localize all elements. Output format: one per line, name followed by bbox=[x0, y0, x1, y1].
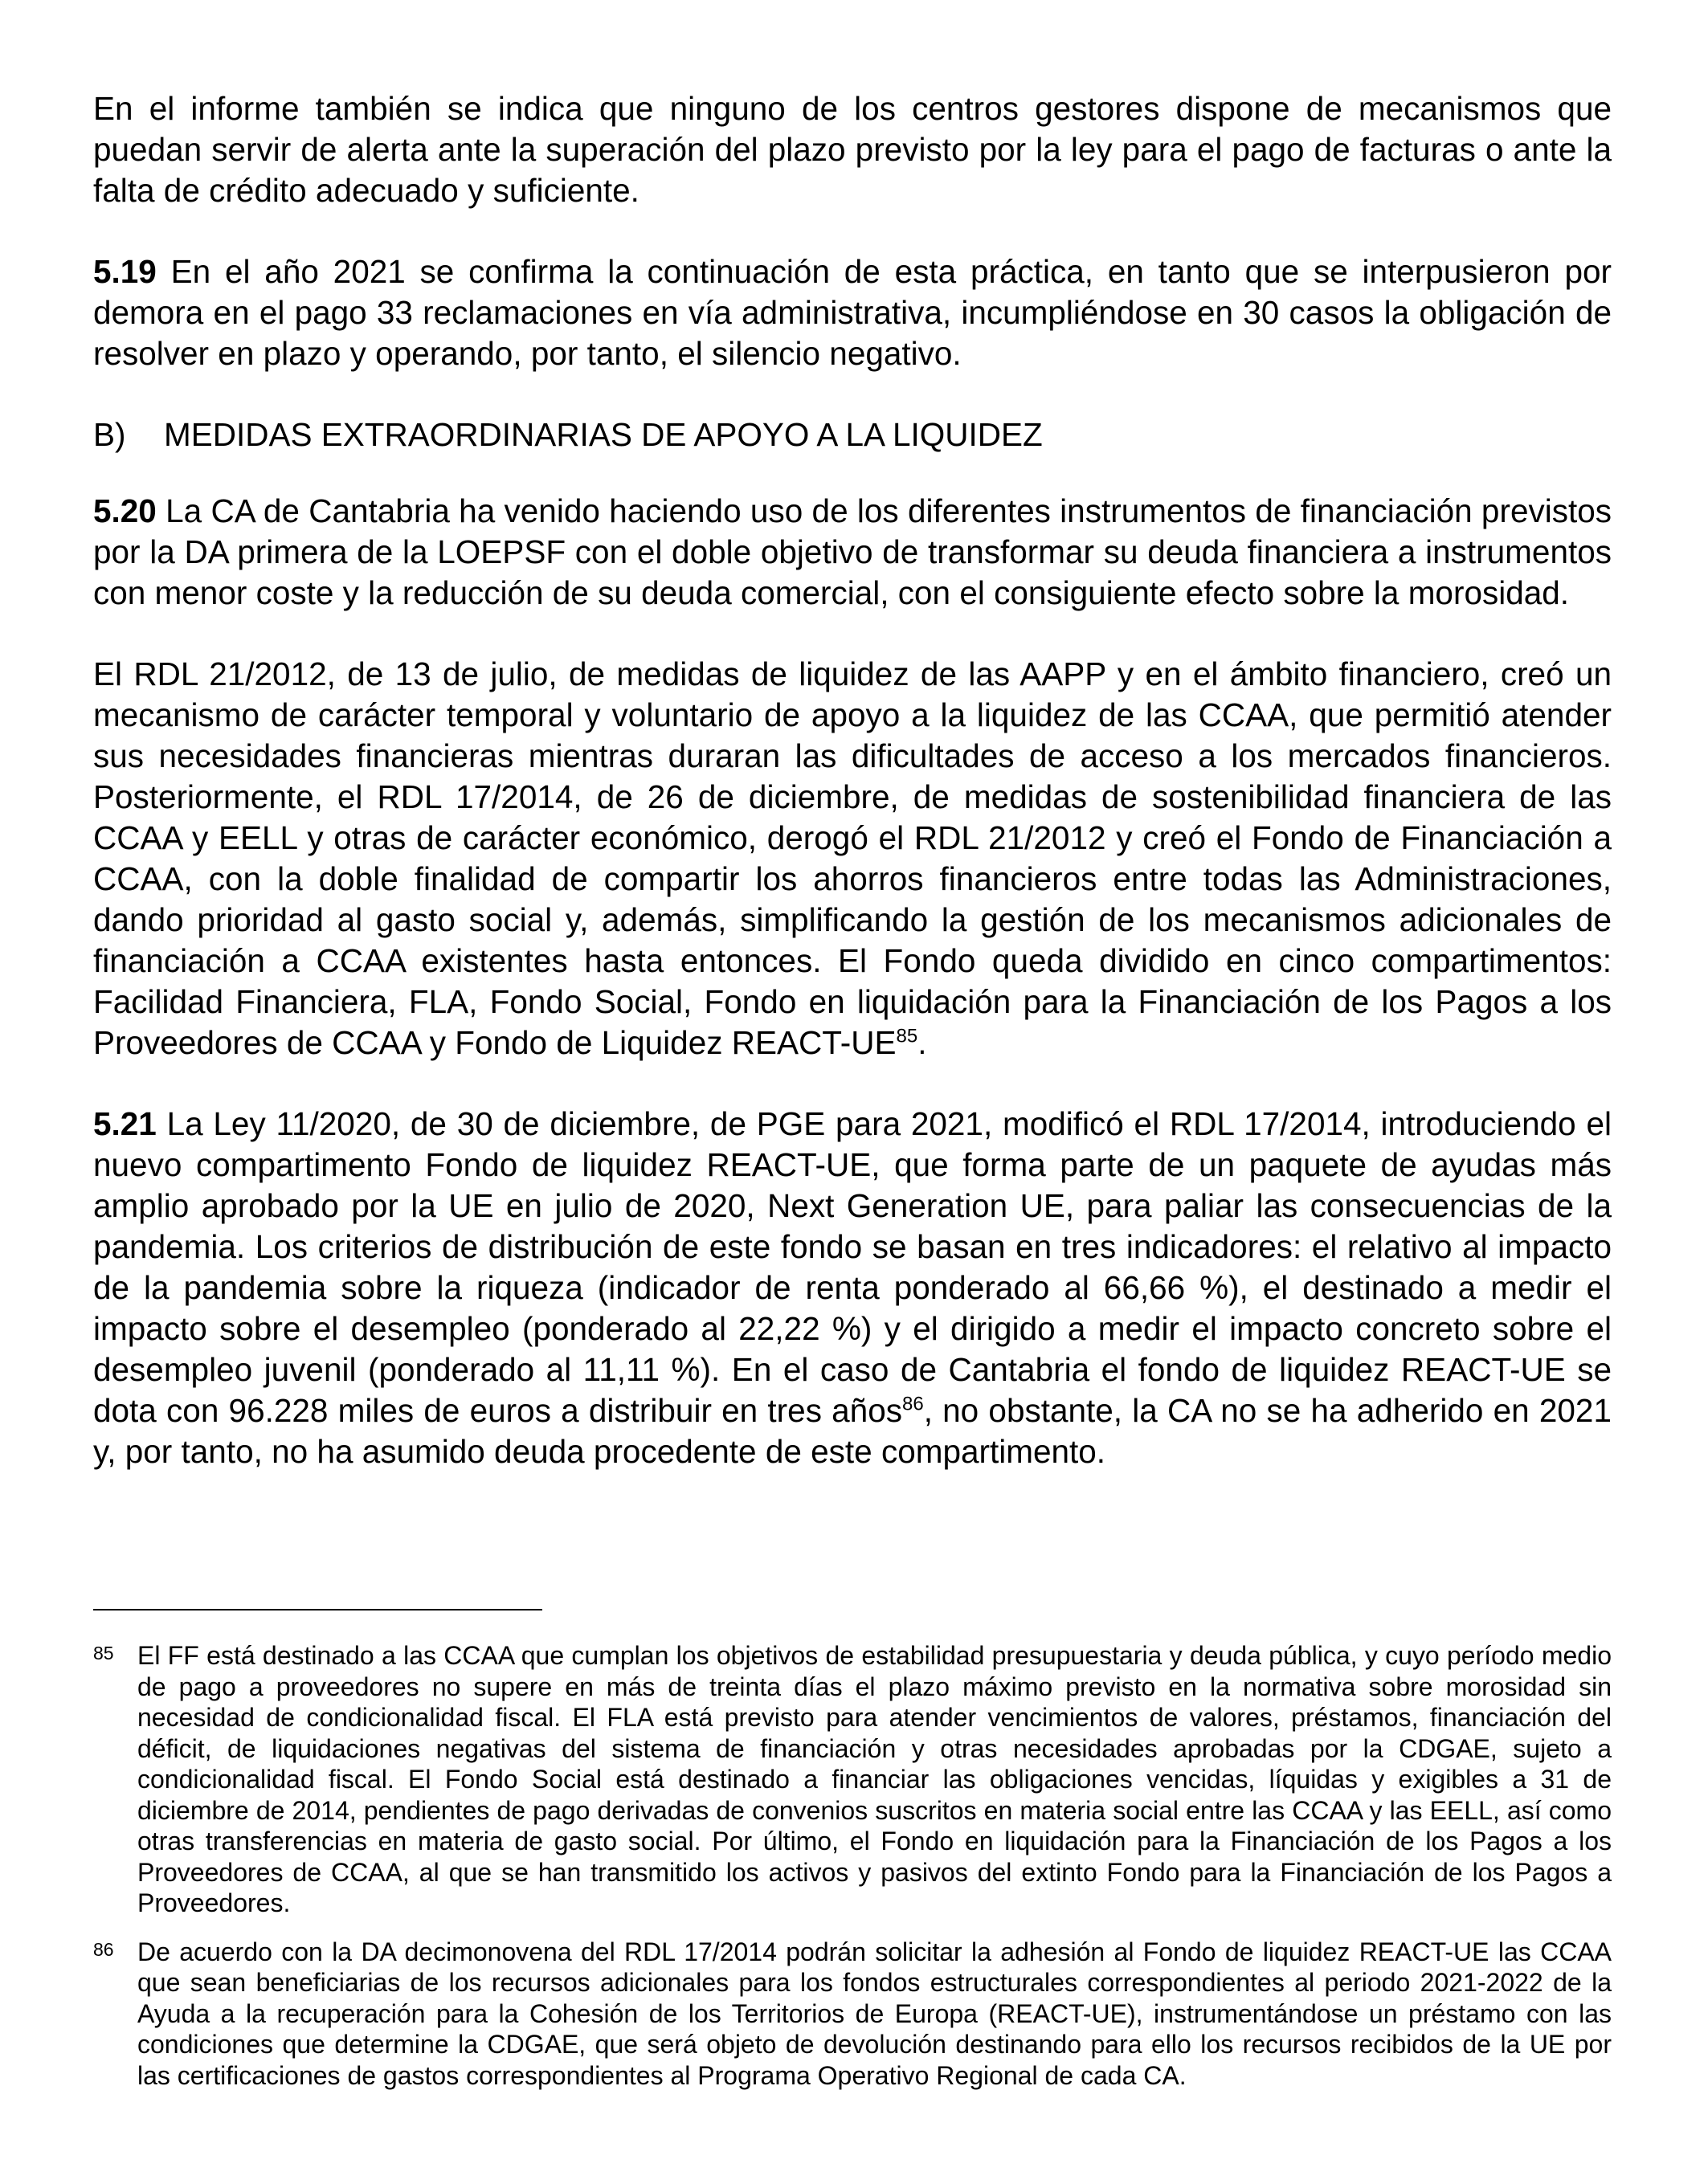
footnotes bbox=[93, 1640, 1612, 2108]
footnote-separator bbox=[93, 1609, 542, 1610]
paragraph-rdl-end: . bbox=[917, 1024, 927, 1061]
paragraph-5-20-text: La CA de Cantabria ha venido haciendo uso de los diferentes instrumentos de financiación previstos por la DA primera de la LOEPSF con el doble objetivo de transformar su deuda financiera a instrumentos con menor coste y la reducción de su deuda comercial, con el consiguiente efecto sobre la morosidad. bbox=[93, 492, 1612, 611]
heading-title: MEDIDAS EXTRAORDINARIAS DE APOYO A LA LIQUIDEZ bbox=[164, 416, 1043, 453]
footnote-85 bbox=[93, 1640, 1612, 1919]
footnote-text: De acuerdo con la DA decimonovena del RDL 17/2014 podrán solicitar la adhesión al Fondo de liquidez REACT-UE las CCAA que sean beneficiarias de los recursos adicionales para los fondos estructurales correspondientes al periodo 2021-2022 de la Ayuda a la recuperación para la Cohesión de los Territorios de Europa (REACT-UE), instrumentándose un préstamo con las condiciones que determine la CDGAE, que será objeto de devolución destinando para ello los recursos recibidos de la UE por las certificaciones de gastos correspondientes al Programa Operativo Regional de cada CA. bbox=[137, 1937, 1612, 2090]
heading-letter: B) bbox=[93, 416, 126, 453]
footnote-86 bbox=[93, 1937, 1612, 2092]
section-heading-b bbox=[93, 414, 1612, 455]
paragraph-5-19 bbox=[93, 251, 1612, 374]
footnote-number: 85 bbox=[93, 1643, 114, 1664]
footnote-ref-85[interactable]: 85 bbox=[896, 1025, 918, 1047]
paragraph-5-19-text: En el año 2021 se confirma la continuación de esta práctica, en tanto que se interpusieron por demora en el pago 33 reclamaciones en vía administrativa, incumpliéndose en 30 casos la obligación de resolver en plazo y operando, por tanto, el silencio negativo. bbox=[93, 253, 1612, 372]
footnote-ref-86[interactable]: 86 bbox=[901, 1393, 924, 1415]
paragraph-intro: En el informe también se indica que ninguno de los centros gestores dispone de mecanismos que puedan servir de alerta ante la superación del plazo previsto por la ley para el pago de facturas o ante la falta de crédito adecuado y suficiente. bbox=[93, 90, 1612, 209]
paragraph-5-21 bbox=[93, 1104, 1612, 1472]
section-number-5-19: 5.19 bbox=[93, 253, 157, 290]
paragraph-rdl bbox=[93, 654, 1612, 1063]
footnote-text: El FF está destinado a las CCAA que cumplan los objetivos de estabilidad presupuestaria y deuda pública, y cuyo período medio de pago a proveedores no supere en más de treinta días el plazo máximo previsto en la normativa sobre morosidad sin necesidad de condicionalidad fiscal. El FLA está previsto para atender vencimientos de valores, préstamos, financiación del déficit, de liquidaciones negativas del sistema de financiación y otras necesidades aprobadas por la CDGAE, sujeto a condicionalidad fiscal. El Fondo Social está destinado a financiar las obligaciones vencidas, líquidas y exigibles a 31 de diciembre de 2014, pendientes de pago derivadas de convenios suscritos en materia social entre las CCAA y las EELL, así como otras transferencias en materia de gasto social. Por último, el Fondo en liquidación para la Financiación de los Pagos a los Proveedores de CCAA, al que se han transmitido los activos y pasivos del extinto Fondo para la Financiación de los Pagos a Proveedores. bbox=[137, 1641, 1612, 1917]
section-number-5-20: 5.20 bbox=[93, 492, 157, 529]
document-body bbox=[93, 88, 1612, 1512]
footnote-number: 86 bbox=[93, 1938, 114, 1960]
paragraph-rdl-text: El RDL 21/2012, de 13 de julio, de medidas de liquidez de las AAPP y en el ámbito financiero, creó un mecanismo de carácter temporal y voluntario de apoyo a la liquidez de las CCAA, que permitió atender sus necesidades financieras mientras duraran las dificultades de acceso a los mercados financieros. Posteriormente, el RDL 17/2014, de 26 de diciembre, de medidas de sostenibilidad financiera de las CCAA y EELL y otras de carácter económico, derogó el RDL 21/2012 y creó el Fondo de Financiación a CCAA, con la doble finalidad de compartir los ahorros financieros entre todas las Administraciones, dando prioridad al gasto social y, además, simplificando la gestión de los mecanismos adicionales de financiación a CCAA existentes hasta entonces. El Fondo queda dividido en cinco compartimentos: Facilidad Financiera, FLA, Fondo Social, Fondo en liquidación para la Financiación de los Pagos a los Proveedores de CCAA y Fondo de Liquidez REACT-UE bbox=[93, 655, 1612, 1061]
paragraph-5-20 bbox=[93, 491, 1612, 614]
paragraph-5-21-text-a: La Ley 11/2020, de 30 de diciembre, de PGE para 2021, modificó el RDL 17/2014, introduciendo el nuevo compartimento Fondo de liquidez REACT-UE, que forma parte de un paquete de ayudas más amplio aprobado por la UE en julio de 2020, Next Generation UE, para paliar las consecuencias de la pandemia. Los criterios de distribución de este fondo se basan en tres indicadores: el relativo al impacto de la pandemia sobre la riqueza (indicador de renta ponderado al 66,66 %), el destinado a medir el impacto sobre el desempleo (ponderado al 22,22 %) y el dirigido a medir el impacto concreto sobre el desempleo juvenil (ponderado al 11,11 %). En el caso de Cantabria el fondo de liquidez REACT-UE se dota con 96.228 miles de euros a distribuir en tres años bbox=[93, 1105, 1612, 1429]
section-number-5-21: 5.21 bbox=[93, 1105, 157, 1142]
paragraph-5-21-text-b: , no obstante, la CA no se ha adherido en 2021 y, por tanto, no ha asumido deuda procedente de este compartimento. bbox=[93, 1392, 1612, 1470]
